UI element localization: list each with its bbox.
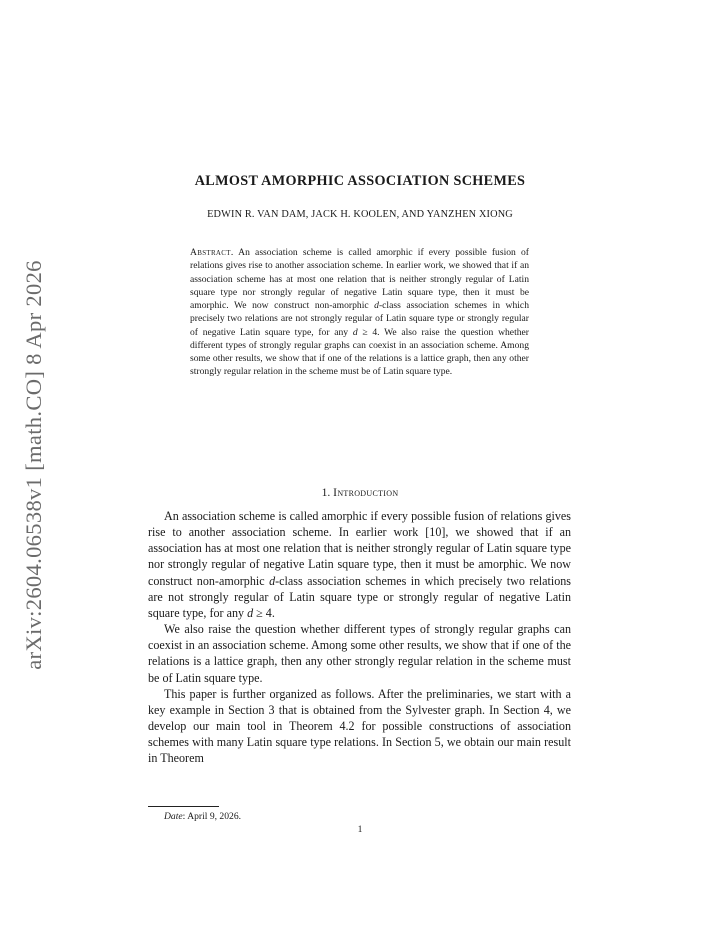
abstract	[190, 246, 529, 379]
abstract-label: Abstract.	[190, 247, 234, 258]
footnote-label: Date	[164, 811, 183, 822]
introduction-body	[148, 508, 571, 767]
abstract-variable-d-2: d	[352, 326, 358, 338]
date-footnote	[164, 811, 241, 822]
section-number: 1.	[321, 486, 334, 499]
page-number: 1	[357, 824, 363, 835]
paragraph-2: We also raise the question whether different types of strongly regular graphs can coexist in an association scheme. Among some other results, we show that if one of the relations is a lattice graph, then any other strongly regular relation in the scheme must be of Latin square type.	[148, 622, 571, 685]
paper-title: ALMOST AMORPHIC ASSOCIATION SCHEMES	[194, 173, 526, 189]
section-heading-introduction	[0, 486, 720, 499]
paragraph-1-variable-d: d	[269, 573, 276, 588]
footnote-divider	[148, 806, 219, 807]
footnote-text: : April 9, 2026.	[182, 811, 242, 822]
paragraph-1-variable-d-2: d	[247, 605, 254, 620]
paragraph-1-text-c: ≥ 4.	[253, 605, 275, 620]
arxiv-identifier-text: arXiv:2604.06538v1 [math.CO] 8 Apr 2026	[21, 260, 46, 670]
paragraph-1-text-b: -class association schemes in which precisely two relations are not strongly regular of Latin square type or strongly regular of negative Latin square type, for any	[148, 573, 571, 620]
paper-authors: EDWIN R. VAN DAM, JACK H. KOOLEN, AND YANZHEN XIONG	[207, 209, 513, 220]
paragraph-1	[148, 508, 571, 621]
abstract-condition: ≥ 4.	[357, 326, 380, 338]
abstract-text-1: An association scheme is called amorphic if every possible fusion of relations gives rise to another association scheme. In earlier work, we showed that if an association scheme has at most one relation that is neither strongly regular of Latin square type nor strongly regular of negative Latin square type, then it must be amorphic. We now construct non-amorphic	[190, 247, 529, 311]
paragraph-1-text-a: An association scheme is called amorphic if every possible fusion of relations gives rise to another association scheme. In earlier work [10], we showed that if an association has at most one relation that is neither strongly regular of Latin square type nor strongly regular of negative Latin square type, then it must be amorphic. We now construct non-amorphic	[148, 509, 571, 588]
section-title: Introduction	[333, 486, 399, 499]
abstract-text-3: We also raise the question whether different types of strongly regular graphs can coexist in an association scheme. Among some other results, we show that if one of the relations is a lattice graph, then any other strongly regular relation in the scheme must be of Latin square type.	[190, 326, 529, 378]
arxiv-identifier-stamp	[14, 250, 54, 680]
abstract-text-2: -class association schemes in which precisely two relations are not strongly regular of Latin square type or strongly regular of negative Latin square type, for any	[190, 300, 529, 338]
paragraph-3: This paper is further organized as follows. After the preliminaries, we start with a key example in Section 3 that is obtained from the Sylvester graph. In Section 4, we develop our main tool in Theorem 4.2 for possible constructions of association schemes with many Latin square type relations. In Section 5, we obtain our main result in Theorem	[148, 686, 571, 766]
abstract-variable-d: d	[374, 300, 379, 311]
